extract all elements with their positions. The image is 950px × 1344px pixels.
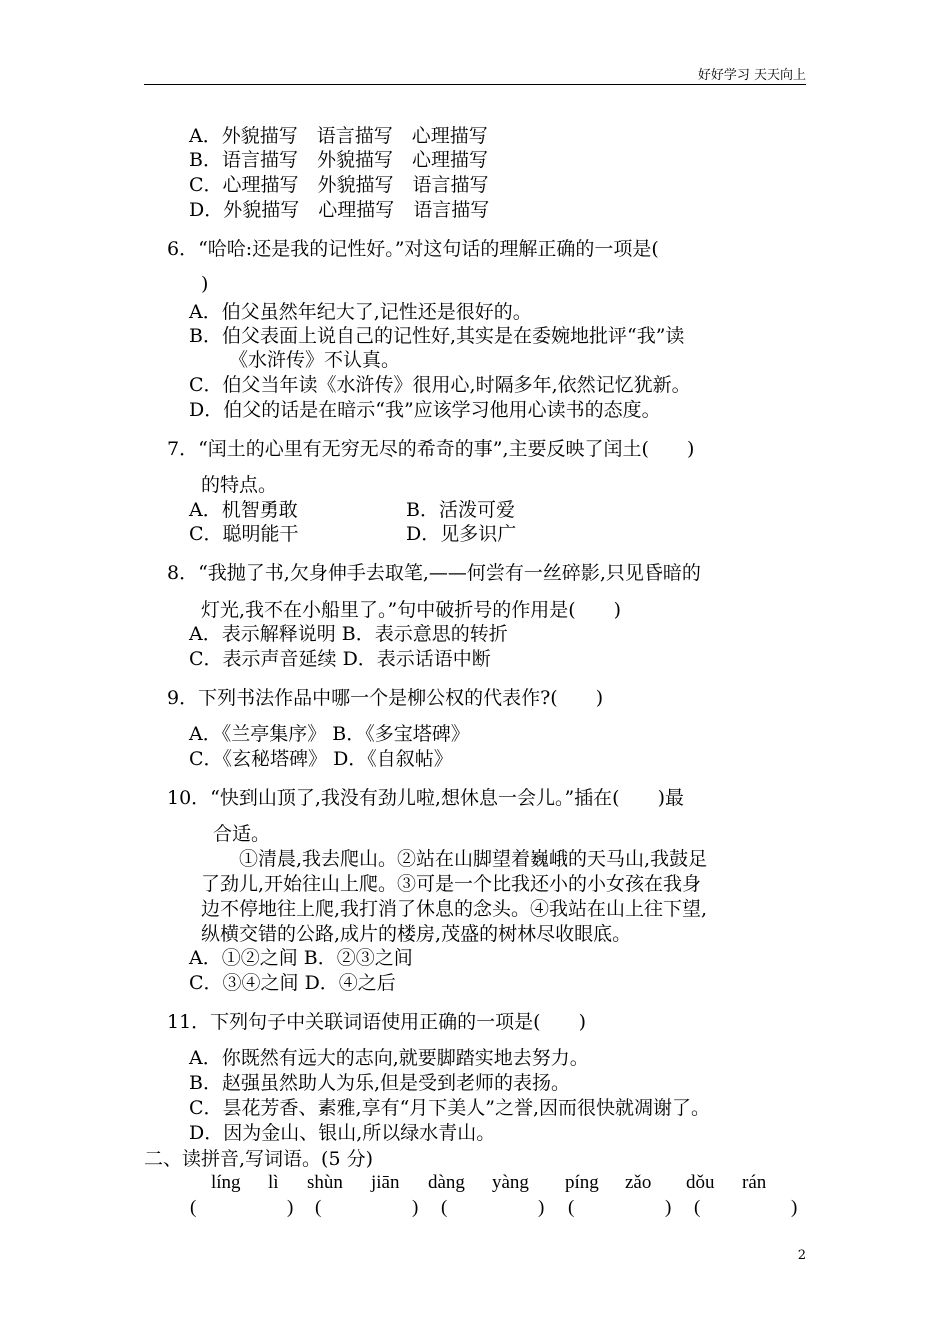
answer-blank-close: ) bbox=[538, 1197, 545, 1218]
answer-blank-open: ( bbox=[568, 1197, 575, 1218]
header-text: 好好学习 天天向上 bbox=[697, 68, 806, 83]
q6-option-b-cont: 《水浒传》不认真。 bbox=[229, 349, 401, 371]
q11-stem: 11．下列句子中关联词语使用正确的一项是( ) bbox=[167, 1011, 587, 1033]
q5-option-c: C．心理描写 外貌描写 语言描写 bbox=[189, 174, 489, 196]
q9-options-cd: C．《玄秘塔碑》 D．《自叙帖》 bbox=[189, 748, 453, 770]
q6-stem-end: ) bbox=[201, 273, 209, 295]
q5-option-a: A．外貌描写 语言描写 心理描写 bbox=[189, 125, 488, 147]
q7-option-b: B．活泼可爱 bbox=[406, 499, 515, 521]
q8-stem: 8．“我抛了书,欠身伸手去取笔,——何尝有一丝碎影,只见昏暗的 bbox=[167, 562, 701, 584]
q7-option-d: D．见多识广 bbox=[406, 523, 517, 545]
pinyin-syllable: zǎo bbox=[625, 1172, 652, 1193]
q6-option-c: C．伯父当年读《水浒传》很用心,时隔多年,依然记忆犹新。 bbox=[189, 374, 691, 396]
answer-blank-open: ( bbox=[190, 1197, 197, 1218]
q9-stem: 9．下列书法作品中哪一个是柳公权的代表作?( ) bbox=[167, 687, 604, 709]
q10-stem: 10．“快到山顶了,我没有劲儿啦,想休息一会儿。”插在( )最 bbox=[167, 787, 685, 809]
q9-options-ab: A．《兰亭集序》 B．《多宝塔碑》 bbox=[189, 723, 470, 745]
pinyin-syllable: jiān bbox=[371, 1172, 400, 1193]
pinyin-syllable: rán bbox=[742, 1172, 767, 1193]
q11-option-a: A．你既然有远大的志向,就要脚踏实地去努力。 bbox=[189, 1047, 589, 1069]
pinyin-syllable: dǒu bbox=[686, 1172, 715, 1193]
q10-stem-end: 合适。 bbox=[213, 823, 271, 845]
q8-options-cd: C．表示声音延续 D．表示话语中断 bbox=[189, 648, 491, 670]
q11-option-c: C．昙花芳香、素雅,享有“月下美人”之誉,因而很快就凋谢了。 bbox=[189, 1097, 711, 1119]
q5-option-b: B．语言描写 外貌描写 心理描写 bbox=[189, 149, 488, 171]
q10-passage-line: 纵横交错的公路,成片的楼房,茂盛的树林尽收眼底。 bbox=[201, 923, 632, 945]
answer-blank-close: ) bbox=[791, 1197, 798, 1218]
q8-stem-end: 灯光,我不在小船里了。”句中破折号的作用是( ) bbox=[201, 599, 622, 621]
pinyin-syllable: yàng bbox=[492, 1172, 529, 1193]
pinyin-syllable: shùn bbox=[307, 1172, 343, 1193]
answer-blank-close: ) bbox=[665, 1197, 672, 1218]
q6-option-a: A．伯父虽然年纪大了,记性还是很好的。 bbox=[189, 301, 532, 323]
pinyin-syllable: dàng bbox=[428, 1172, 465, 1193]
answer-blank-open: ( bbox=[315, 1197, 322, 1218]
q5-option-d: D．外貌描写 心理描写 语言描写 bbox=[189, 199, 490, 221]
q6-option-b: B．伯父表面上说自己的记性好,其实是在委婉地批评“我”读 bbox=[189, 325, 685, 347]
q10-options-cd: C．③④之间 D．④之后 bbox=[189, 972, 396, 994]
q6-option-d: D．伯父的话是在暗示“我”应该学习他用心读书的态度。 bbox=[189, 399, 661, 421]
q7-option-c: C．聪明能干 bbox=[189, 523, 299, 545]
q10-passage-line: ①清晨,我去爬山。②站在山脚望着巍峨的天马山,我鼓足 bbox=[201, 848, 708, 870]
pinyin-syllable: píng bbox=[565, 1172, 599, 1193]
q6-stem: 6．“哈哈:还是我的记性好。”对这句话的理解正确的一项是( bbox=[167, 238, 659, 260]
q10-passage-line: 边不停地往上爬,我打消了休息的念头。④我站在山上往下望, bbox=[201, 898, 708, 920]
section2-title: 二、读拼音,写词语。(5 分) bbox=[144, 1148, 373, 1170]
q7-stem-end: 的特点。 bbox=[201, 474, 278, 496]
answer-blank-close: ) bbox=[412, 1197, 419, 1218]
q8-options-ab: A．表示解释说明 B．表示意思的转折 bbox=[189, 623, 508, 645]
answer-blank-close: ) bbox=[287, 1197, 294, 1218]
q7-option-a: A．机智勇敢 bbox=[189, 499, 298, 521]
answer-blank-open: ( bbox=[694, 1197, 701, 1218]
q11-option-d: D．因为金山、银山,所以绿水青山。 bbox=[189, 1122, 496, 1144]
q10-options-ab: A．①②之间 B．②③之间 bbox=[189, 947, 413, 969]
pinyin-syllable: líng bbox=[211, 1172, 241, 1193]
q7-stem: 7．“闰土的心里有无穷无尽的希奇的事”,主要反映了闰土( ) bbox=[167, 438, 695, 460]
q11-option-b: B．赵强虽然助人为乐,但是受到老师的表扬。 bbox=[189, 1072, 571, 1094]
answer-blank-open: ( bbox=[441, 1197, 448, 1218]
page-number: 2 bbox=[797, 1248, 806, 1263]
pinyin-syllable: lì bbox=[268, 1172, 279, 1193]
header-divider bbox=[144, 84, 806, 85]
q10-passage-line: 了劲儿,开始往山上爬。③可是一个比我还小的小女孩在我身 bbox=[201, 873, 702, 895]
